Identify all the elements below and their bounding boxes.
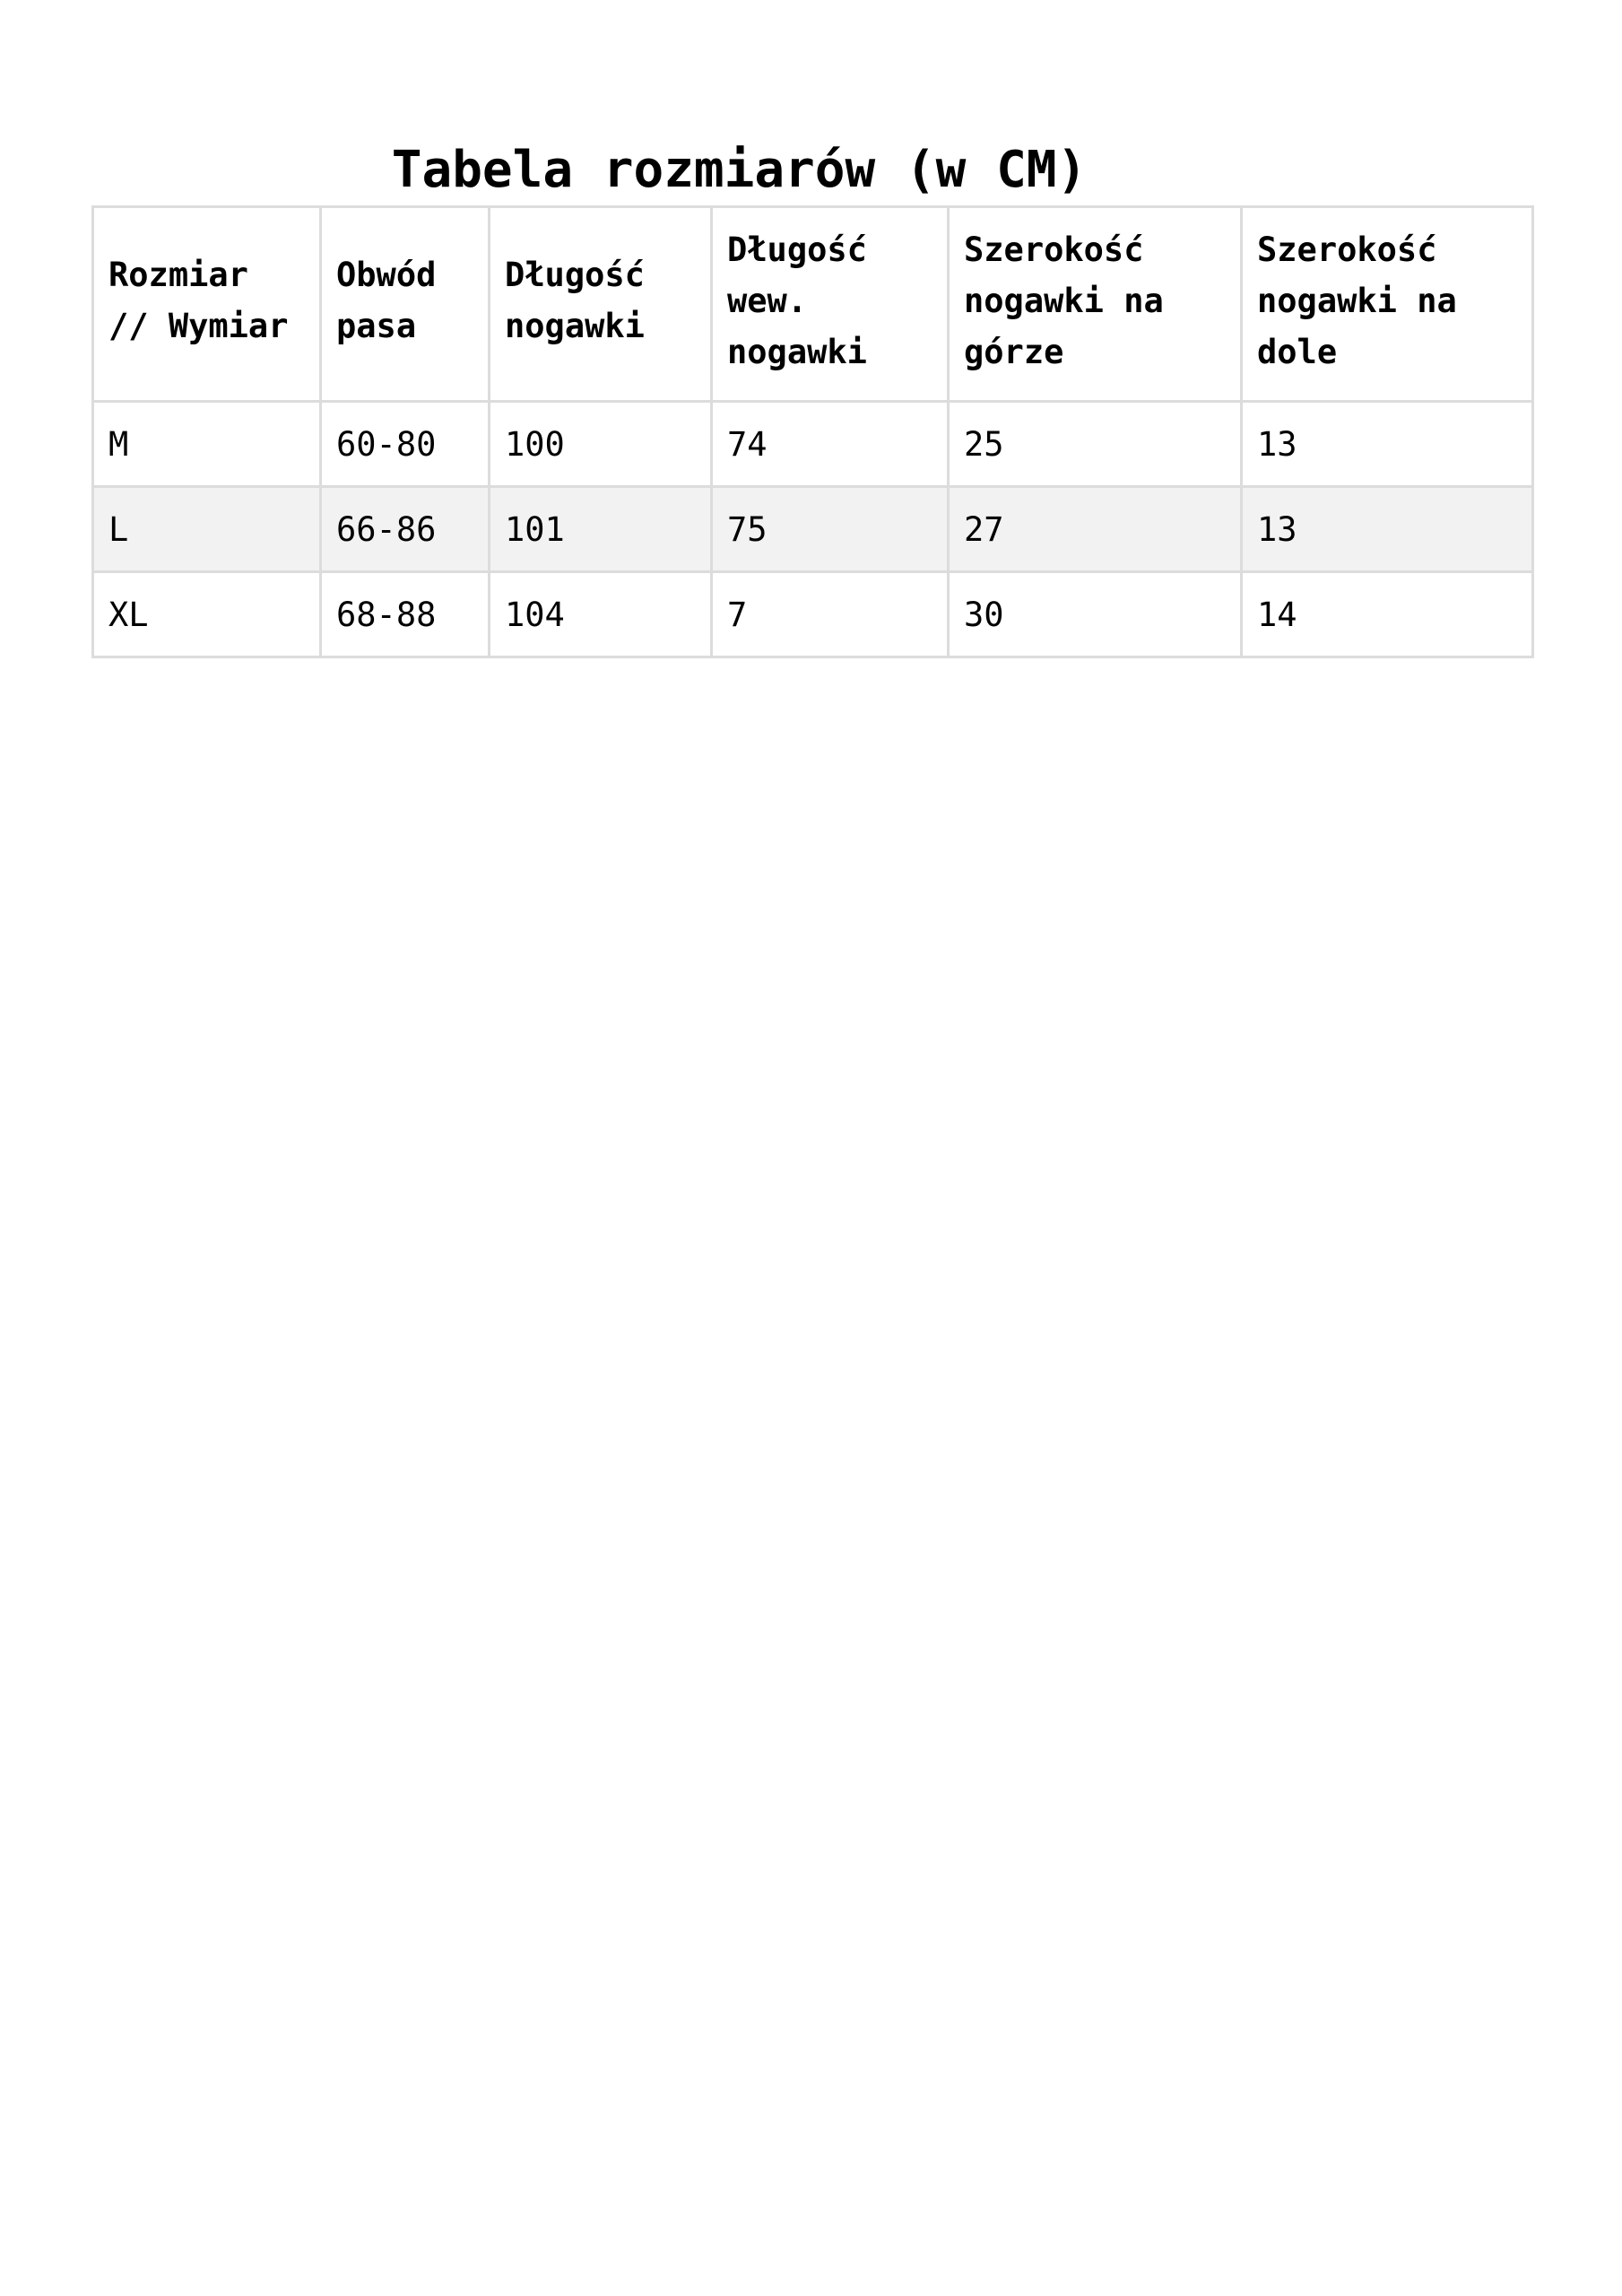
cell-leg-width-top: 30 (949, 572, 1242, 657)
cell-waist: 66-86 (321, 487, 490, 572)
header-leg-width-bottom: Szerokość nogawki na dole (1242, 207, 1533, 402)
header-leg-length: Długość nogawki (490, 207, 712, 402)
cell-leg-width-bottom: 14 (1242, 572, 1533, 657)
header-leg-width-top: Szerokość nogawki na górze (949, 207, 1242, 402)
cell-leg-length: 104 (490, 572, 712, 657)
header-size-dimension: Rozmiar // Wymiar (93, 207, 321, 402)
header-inner-leg-length: Długość wew. nogawki (712, 207, 949, 402)
cell-leg-length: 101 (490, 487, 712, 572)
table-row (93, 487, 1533, 572)
cell-leg-length: 100 (490, 402, 712, 487)
cell-size: M (93, 402, 321, 487)
table-row (93, 402, 1533, 487)
table-header-row (93, 207, 1533, 402)
cell-leg-width-bottom: 13 (1242, 487, 1533, 572)
cell-inner-leg-length: 75 (712, 487, 949, 572)
cell-size: XL (93, 572, 321, 657)
cell-leg-width-bottom: 13 (1242, 402, 1533, 487)
cell-inner-leg-length: 7 (712, 572, 949, 657)
cell-size: L (93, 487, 321, 572)
cell-leg-width-top: 27 (949, 487, 1242, 572)
size-table (91, 205, 1534, 658)
cell-waist: 60-80 (321, 402, 490, 487)
page-title: Tabela rozmiarów (w CM) (391, 140, 1088, 199)
table-row (93, 572, 1533, 657)
cell-inner-leg-length: 74 (712, 402, 949, 487)
cell-leg-width-top: 25 (949, 402, 1242, 487)
header-waist-circumference: Obwód pasa (321, 207, 490, 402)
cell-waist: 68-88 (321, 572, 490, 657)
